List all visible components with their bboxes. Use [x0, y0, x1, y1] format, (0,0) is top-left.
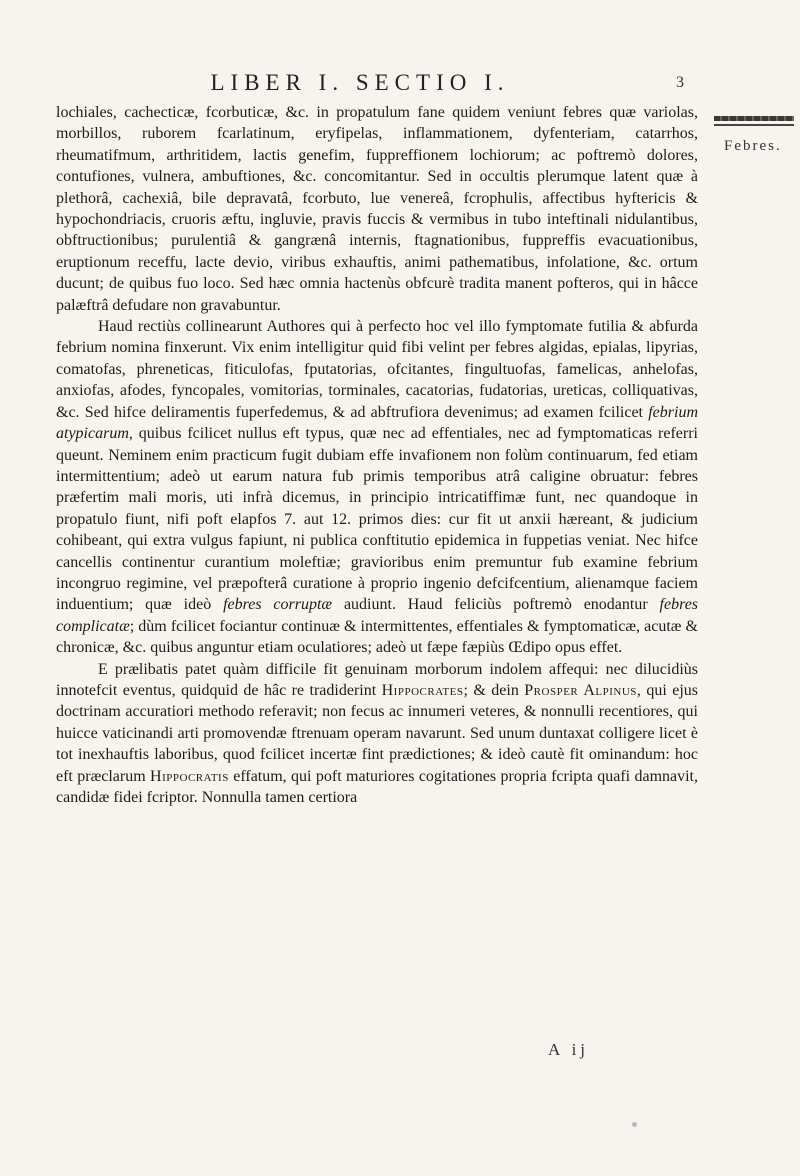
- term-febrium-atypicarum: febrium atypicarum: [56, 403, 699, 443]
- paragraph-2-text-d: ; dùm fcilicet fociantur continuæ & intermittentes, effentiales & fymptomaticæ, acutæ & chronicæ, &c. quibus anguntur etiam oculatiores; adeò ut fæpe fæpiùs Œdipo opus effet.: [56, 617, 698, 657]
- signature-mark: A ij: [548, 1040, 590, 1059]
- term-febres-corruptae: febres corruptæ: [223, 596, 333, 614]
- paragraph-1: lochiales, cachecticæ, fcorbuticæ, &c. in propatulum fane quidem veniunt febres quæ variolas, morbillos, ruborem fcarlatinum, eryfipelas, inflammationem, dyfenteriam, catarrhos, rheumatifmum, arthritidem, lactis genefim, fuppreffionem lochiorum; ac poftremò dolores, contufiones, vulnera, ambuftiones, &c. concomitantur. Sed in occultis plerumque latent quæ à plethorâ, cachexiâ, bile depravatâ, fcorbuto, lue venereâ, fcrophulis, affectibus hyftericis & hypochondriacis, cruoris æftu, ingluvie, pravis fuccis & vermibus in tubo inteftinali nidulantibus, obftructionibus; purulentiâ & gangrænâ internis, ftagnationibus, fuppreffis evacuationibus, eruptionum receffu, lacte devio, viribus exhauftis, animi pathematibus, infolatione, &c. ortum ducunt; de quibus fuo loco. Sed hæc omnia hactenùs obfcurè tradita manent pofteros, qui in hâcce palæftrâ defudare non gravabuntur.: [56, 104, 698, 314]
- paragraph-2-text-b: , quibus fcilicet nullus eft typus, quæ nec ad effentiales, nec ad fymptomaticas referri queunt. Neminem enim practicum fugit dubiam effe invafionem non folùm continuarum, fed etiam intermittentium; adeò ut earum natura fub primis temporibus atrâ caligine obruatur: febres præfertim mali moris, uti infrà dicemus, in principio intricatiffimæ funt, nec quandoque in propatulo fiunt, nifi poft elapfos 7. aut 12. primos dies: cur fit ut anxii hæreant, & judicium cohibeant, qui extra vulgus fapiunt, ni publica conftitutio epidemica in fuppetias veniat. Nec hifce cancellis continentur curantium moleftiæ; gravioribus enim premuntur fub examine febrium incongruo regimine, vel præpofterâ curatione à proprio ingenio defcifcentium, alienamque faciem induentium; quæ ideò: [56, 425, 698, 614]
- ornamental-rule: [714, 116, 794, 121]
- main-text: [56, 102, 698, 808]
- paper-stain: [632, 1122, 637, 1127]
- paragraph-2-text-a: Haud rectiùs collinearunt Authores qui à perfecto hoc vel illo fymptomate futilia & abfurda febrium nomina finxerunt. Vix enim intelligitur quid fibi velint per febres algidas, epialas, lipyrias, comatofas, phreneticas, fiticulofas, fputatorias, ofcitantes, fingultuofas, famelicas, anhelofas, anxiofas, afodes, fyncopales, vomitorias, torminales, cacatorias, fudatorias, ureticas, colliquativas, &c. Sed hifce deliramentis fuperfedemus, & ad abftrufiora devenimus; ad examen fcilicet: [56, 318, 698, 421]
- ornamental-rule-line: [714, 124, 794, 126]
- running-head: LIBER I. SECTIO I.: [210, 70, 510, 95]
- author-hippocratis: Hippocratis: [150, 767, 229, 785]
- paragraph-3-text-a: E prælibatis patet quàm difficile fit genuinam morborum indolem affequi: nec dilucidiùs innotefcit eventus, quidquid de hâc re tradiderint: [56, 660, 698, 699]
- paragraph-3-text-d: effatum, qui poft maturiores cogitationes propria fcripta quafi damnavit, candidæ fidei fcriptor. Nonnulla tamen certiora: [56, 767, 698, 806]
- paragraph-3-text-c: , qui ejus doctrinam accuratiori methodo referavit; non fecus ac innumeri veteres, & nonnulli recentiores, qui huicce vaticinandi arti promovendæ ftrenuam operam navarunt. Sed unum duntaxat colligere licet è tot inexhauftis laboribus, quod fcilicet incertæ fint prædictiones; & ideò cautè fit ominandum: hoc eft præclarum: [56, 681, 699, 785]
- paragraph-2-text-c: audiunt. Haud feliciùs poftremò enodantur: [343, 596, 648, 614]
- paragraph-3-text-b: ; & dein: [463, 681, 519, 699]
- paragraph-2: [56, 316, 698, 659]
- author-prosper-alpinus: Prosper Alpinus: [524, 681, 637, 699]
- term-febres-complicatae: febres complicatæ: [56, 596, 699, 635]
- page-number: 3: [676, 74, 684, 91]
- margin-note: Febres.: [724, 138, 782, 154]
- author-hippocrates: Hippocrates: [381, 681, 464, 699]
- paragraph-3: [56, 659, 698, 809]
